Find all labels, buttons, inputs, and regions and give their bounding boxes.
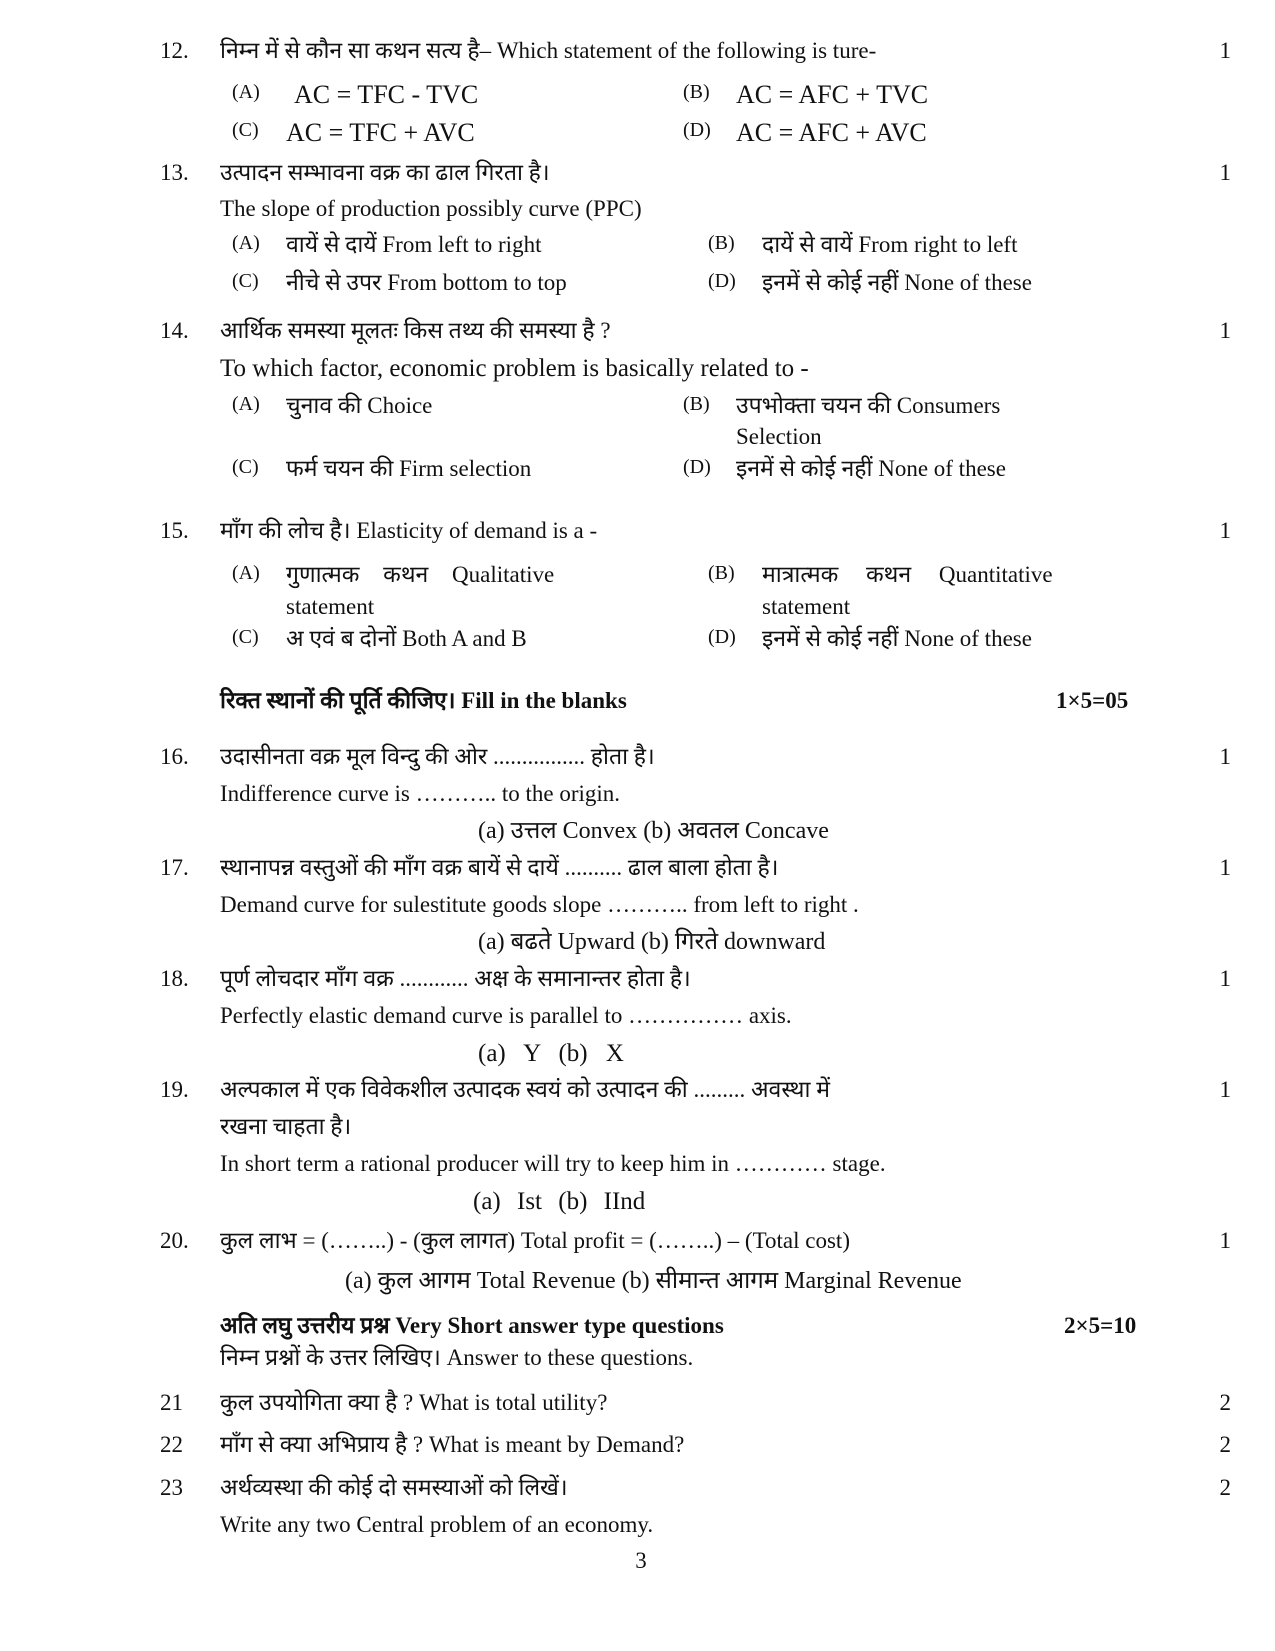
marks: 1 bbox=[1219, 1077, 1231, 1102]
marks: 1 bbox=[1219, 38, 1231, 63]
question-number: 13. bbox=[160, 160, 189, 185]
answer-options: (a) Y (b) X bbox=[478, 1040, 624, 1067]
question-text: निम्न में से कौन सा कथन सत्य है– Which statement of the following is ture- bbox=[220, 38, 877, 63]
question-text-hindi: आर्थिक समस्या मूलतः किस तथ्य की समस्या है ? bbox=[220, 318, 611, 343]
option-label-d: (D) bbox=[708, 626, 736, 648]
question-text: कुल उपयोगिता क्या है ? What is total utility? bbox=[220, 1390, 608, 1415]
page-number: 3 bbox=[635, 1548, 647, 1573]
option-b: उपभोक्ता चयन की Consumers bbox=[736, 393, 1001, 418]
question-number: 16. bbox=[160, 744, 189, 769]
question-text-english: Write any two Central problem of an economy. bbox=[220, 1512, 654, 1537]
marks: 2 bbox=[1219, 1432, 1231, 1457]
option-c: नीचे से उपर From bottom to top bbox=[286, 270, 567, 295]
question-number: 15. bbox=[160, 518, 189, 543]
question-text-english: Indifference curve is ……….. to the origin. bbox=[220, 781, 621, 806]
option-a: गुणात्मक कथन Qualitative bbox=[286, 562, 555, 587]
option-b-continued: Selection bbox=[736, 424, 822, 449]
option-label-a: (A) bbox=[232, 393, 260, 415]
question-text: माँग से क्या अभिप्राय है ? What is meant by Demand? bbox=[220, 1432, 685, 1457]
option-d: AC = AFC + AVC bbox=[736, 118, 927, 147]
marks: 1 bbox=[1219, 518, 1231, 543]
question-text-english: The slope of production possibly curve (PPC) bbox=[220, 196, 642, 221]
option-d: इनमें से कोई नहीं None of these bbox=[762, 270, 1032, 295]
question-text-english: Demand curve for sulestitute goods slope ……….. from left to right . bbox=[220, 892, 859, 917]
marks: 1 bbox=[1219, 855, 1231, 880]
question-text-english: Perfectly elastic demand curve is parallel to …………… axis. bbox=[220, 1003, 792, 1028]
answer-options: (a) बढते Upward (b) गिरते downward bbox=[478, 929, 826, 955]
option-label-d: (D) bbox=[683, 119, 711, 141]
option-label-c: (C) bbox=[232, 119, 259, 141]
question-number: 19. bbox=[160, 1077, 189, 1102]
section-title: रिक्त स्थानों की पूर्ति कीजिए। Fill in the blanks bbox=[220, 688, 627, 713]
option-label-b: (B) bbox=[708, 562, 735, 584]
question-number: 22 bbox=[160, 1432, 183, 1457]
option-label-d: (D) bbox=[708, 270, 736, 292]
question-text-hindi-continued: रखना चाहता है। bbox=[220, 1114, 352, 1139]
marks: 2 bbox=[1219, 1475, 1231, 1500]
question-text-hindi: उत्पादन सम्भावना वक्र का ढाल गिरता है। bbox=[220, 160, 550, 185]
section-title: अति लघु उत्तरीय प्रश्न Very Short answer type questions bbox=[220, 1313, 724, 1338]
option-a: वायें से दायें From left to right bbox=[286, 232, 542, 257]
marks: 2 bbox=[1219, 1390, 1231, 1415]
answer-options: (a) कुल आगम Total Revenue (b) सीमान्त आगम Marginal Revenue bbox=[345, 1268, 962, 1294]
option-a: चुनाव की Choice bbox=[286, 393, 433, 418]
option-c: फर्म चयन की Firm selection bbox=[286, 456, 532, 481]
option-label-b: (B) bbox=[708, 232, 735, 254]
question-number: 23 bbox=[160, 1475, 183, 1500]
option-b: मात्रात्मक कथन Quantitative bbox=[762, 562, 1053, 587]
marks: 1 bbox=[1219, 160, 1231, 185]
question-text-hindi: उदासीनता वक्र मूल विन्दु की ओर ................ होता है। bbox=[220, 744, 655, 769]
option-label-c: (C) bbox=[232, 456, 259, 478]
marks: 1 bbox=[1219, 744, 1231, 769]
question-number: 17. bbox=[160, 855, 189, 880]
question-text-hindi: अर्थव्यस्था की कोई दो समस्याओं को लिखें। bbox=[220, 1475, 568, 1500]
question-number: 21 bbox=[160, 1390, 183, 1415]
option-c: AC = TFC + AVC bbox=[286, 118, 475, 147]
option-label-c: (C) bbox=[232, 626, 259, 648]
option-d: इनमें से कोई नहीं None of these bbox=[736, 456, 1006, 481]
question-text: माँग की लोच है। Elasticity of demand is a - bbox=[220, 518, 598, 543]
option-c: अ एवं ब दोनों Both A and B bbox=[286, 626, 527, 651]
question-text-hindi: स्थानापन्न वस्तुओं की माँग वक्र बायें से दायें .......... ढाल बाला होता है। bbox=[220, 855, 779, 880]
option-b-continued: statement bbox=[762, 594, 851, 619]
option-label-a: (A) bbox=[232, 562, 260, 584]
option-label-b: (B) bbox=[683, 393, 710, 415]
option-label-c: (C) bbox=[232, 270, 259, 292]
marks: 1 bbox=[1219, 966, 1231, 991]
question-number: 12. bbox=[160, 38, 189, 63]
question-number: 20. bbox=[160, 1228, 189, 1253]
marks: 1 bbox=[1219, 318, 1231, 343]
option-label-a: (A) bbox=[232, 81, 260, 103]
option-label-b: (B) bbox=[683, 81, 710, 103]
option-label-a: (A) bbox=[232, 232, 260, 254]
option-a-continued: statement bbox=[286, 594, 375, 619]
option-b: दायें से वायें From right to left bbox=[762, 232, 1018, 257]
section-marks: 1×5=05 bbox=[1056, 688, 1129, 713]
question-number: 14. bbox=[160, 318, 189, 343]
option-d: इनमें से कोई नहीं None of these bbox=[762, 626, 1032, 651]
question-text: कुल लाभ = (……..) - (कुल लागत) Total profit = (……..) – (Total cost) bbox=[220, 1228, 850, 1253]
option-a: AC = TFC - TVC bbox=[294, 80, 479, 109]
marks: 1 bbox=[1219, 1228, 1231, 1253]
question-text-hindi: पूर्ण लोचदार माँग वक्र ............ अक्ष के समानान्तर होता है। bbox=[220, 966, 691, 991]
question-text-english: In short term a rational producer will try to keep him in ………… stage. bbox=[220, 1151, 886, 1176]
question-number: 18. bbox=[160, 966, 189, 991]
section-subtitle: निम्न प्रश्नों के उत्तर लिखिए। Answer to these questions. bbox=[220, 1345, 694, 1370]
answer-options: (a) उत्तल Convex (b) अवतल Concave bbox=[478, 818, 829, 844]
question-text-hindi: अल्पकाल में एक विवेकशील उत्पादक स्वयं को उत्पादन की ......... अवस्था में bbox=[220, 1077, 830, 1102]
question-text-english: To which factor, economic problem is basically related to - bbox=[220, 355, 809, 382]
option-b: AC = AFC + TVC bbox=[736, 80, 929, 109]
section-marks: 2×5=10 bbox=[1064, 1313, 1137, 1338]
option-label-d: (D) bbox=[683, 456, 711, 478]
answer-options: (a) Ist (b) IInd bbox=[473, 1188, 646, 1215]
